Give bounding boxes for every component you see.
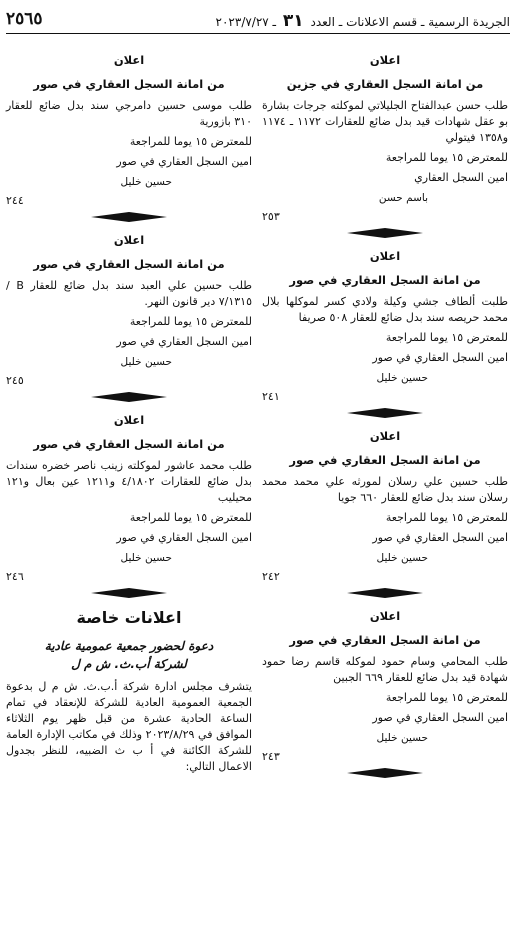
notice-241 — [262, 248, 508, 404]
notice-number: ٢٤٤ — [6, 194, 24, 207]
special-company: لشركة أب.ث. ش م ل — [71, 657, 187, 671]
notice-body: طلب حسين علي العبد سند بدل ضائع للعقار B /٧/١٣١٥ دير قانون النهر. — [6, 279, 253, 308]
notice-review: للمعترض ١٥ يوما للمراجعة — [385, 151, 508, 164]
section-divider — [347, 588, 423, 598]
notice-title: اعلان — [369, 249, 401, 263]
notice-signature-name: حسين خليل — [120, 552, 172, 564]
notice-number: ٢٥٣ — [262, 210, 280, 223]
notice-review: للمعترض ١٥ يوما للمراجعة — [129, 511, 252, 524]
notice-243 — [262, 608, 508, 764]
notice-signature-title: امين السجل العقاري في صور — [372, 351, 508, 364]
notice-title: اعلان — [369, 609, 401, 623]
notice-title: اعلان — [113, 233, 145, 247]
special-body: يتشرف مجلس ادارة شركة أ.ب.ث. ش م ل بدعوة الجمعية العمومية العادية للشركة للإنعقاد في تمام الساعة الحادية عشرة من قبل ظهر يوم الثلاثاء الموافق في ٢٠٢٣/٨/٢٩ وذلك في مكاتب الإدارة العامة للشركة الكائنة في أ ب ث الضبيه، للنظر بجدول الاعمال التالي: — [6, 680, 253, 773]
notice-number: ٢٤٢ — [262, 570, 280, 583]
notice-253 — [262, 52, 508, 224]
notice-review: للمعترض ١٥ يوما للمراجعة — [129, 315, 252, 328]
notice-body: طلب حسن عبدالفتاح الجليلاتي لموكلته جرجات بشارة بو عقل شهادات قيد بدل ضائع للعقارات ١١٧٢ ـ ١١٧٤ و١٣٥٨ فيتولي — [262, 99, 509, 144]
notice-review: للمعترض ١٥ يوما للمراجعة — [385, 511, 508, 524]
notice-title: اعلان — [369, 53, 401, 67]
notice-signature-name: حسين خليل — [376, 552, 428, 564]
notice-244 — [6, 52, 252, 208]
notice-org: من امانة السجل العقاري في صور — [33, 257, 225, 271]
notice-number: ٢٤٦ — [6, 570, 24, 583]
notice-title: اعلان — [113, 53, 145, 67]
notice-signature-title: امين السجل العقاري — [414, 171, 508, 184]
notice-signature-name: حسين خليل — [376, 372, 428, 384]
issue-number: ٣١ — [282, 11, 304, 31]
notice-number: ٢٤٣ — [262, 750, 280, 763]
running-suffix: ـ ٢٠٢٣/٧/٢٧ — [215, 15, 277, 29]
notice-org: من امانة السجل العقاري في جزين — [286, 77, 484, 91]
notice-review: للمعترض ١٥ يوما للمراجعة — [129, 135, 252, 148]
notice-org: من امانة السجل العقاري في صور — [289, 453, 481, 467]
notice-signature-title: امين السجل العقاري في صور — [116, 335, 252, 348]
section-divider — [347, 228, 423, 238]
notice-body: طلب محمد عاشور لموكلته زينب ناصر خضره سندات بدل ضائع للعقارات ٤/١٨٠٢ و١٢١١ عين بعال و١٢١ محيليب — [6, 459, 252, 504]
notice-signature-title: امين السجل العقاري في صور — [116, 155, 252, 168]
page-number: ٢٥٦٥ — [6, 9, 43, 29]
section-divider — [91, 392, 167, 402]
notice-signature-title: امين السجل العقاري في صور — [116, 531, 252, 544]
running-header — [216, 11, 510, 31]
notice-org: من امانة السجل العقاري في صور — [289, 273, 481, 287]
running-prefix: الجريدة الرسمية ـ قسم الاعلانات ـ العدد — [310, 15, 510, 29]
notice-signature-title: امين السجل العقاري في صور — [372, 531, 508, 544]
notice-body: طلب موسى حسين دامرجي سند بدل ضائع للعقار ٣١٠ بازورية — [6, 99, 252, 128]
special-subtitle: دعوة لحضور جمعية عمومية عادية — [44, 639, 214, 653]
section-divider — [347, 768, 423, 778]
special-notice — [6, 608, 252, 775]
notice-body: طلبت ألطاف جشي وكيلة ولادي كسر لموكلها بلال محمد حريصه سند بدل ضائع للعقار ٥٠٨ صريفا — [262, 295, 508, 324]
page-header — [6, 4, 510, 32]
notice-org: من امانة السجل العقاري في صور — [33, 77, 225, 91]
notice-signature-name: باسم حسن — [378, 192, 428, 204]
notice-title: اعلان — [113, 413, 145, 427]
notice-signature-name: حسين خليل — [376, 732, 428, 744]
notice-signature-title: امين السجل العقاري في صور — [372, 711, 508, 724]
notice-246 — [6, 412, 252, 584]
section-divider — [347, 408, 423, 418]
special-section-title: اعلانات خاصة — [76, 608, 182, 627]
section-divider — [91, 212, 167, 222]
notice-body: طلب حسين علي رسلان لمورثه علي محمد محمد رسلان سند بدل ضائع للعقار ٦٦٠ جويا — [262, 475, 508, 504]
notice-242 — [262, 428, 508, 584]
notice-review: للمعترض ١٥ يوما للمراجعة — [385, 331, 508, 344]
notice-org: من امانة السجل العقاري في صور — [289, 633, 481, 647]
notice-review: للمعترض ١٥ يوما للمراجعة — [385, 691, 508, 704]
notice-org: من امانة السجل العقاري في صور — [33, 437, 225, 451]
header-rule — [6, 33, 510, 34]
left-column — [6, 52, 252, 775]
notice-signature-name: حسين خليل — [120, 356, 172, 368]
notice-title: اعلان — [369, 429, 401, 443]
notice-245 — [6, 232, 252, 388]
notice-number: ٢٤٥ — [6, 374, 24, 387]
notice-body: طلب المحامي وسام حمود لموكله قاسم رضا حمود شهادة قيد بدل ضائع للعقار ٦٦٩ الجبين — [262, 655, 508, 684]
right-column — [262, 52, 508, 788]
notice-number: ٢٤١ — [262, 390, 280, 403]
notice-signature-name: حسين خليل — [120, 176, 172, 188]
section-divider — [91, 588, 167, 598]
